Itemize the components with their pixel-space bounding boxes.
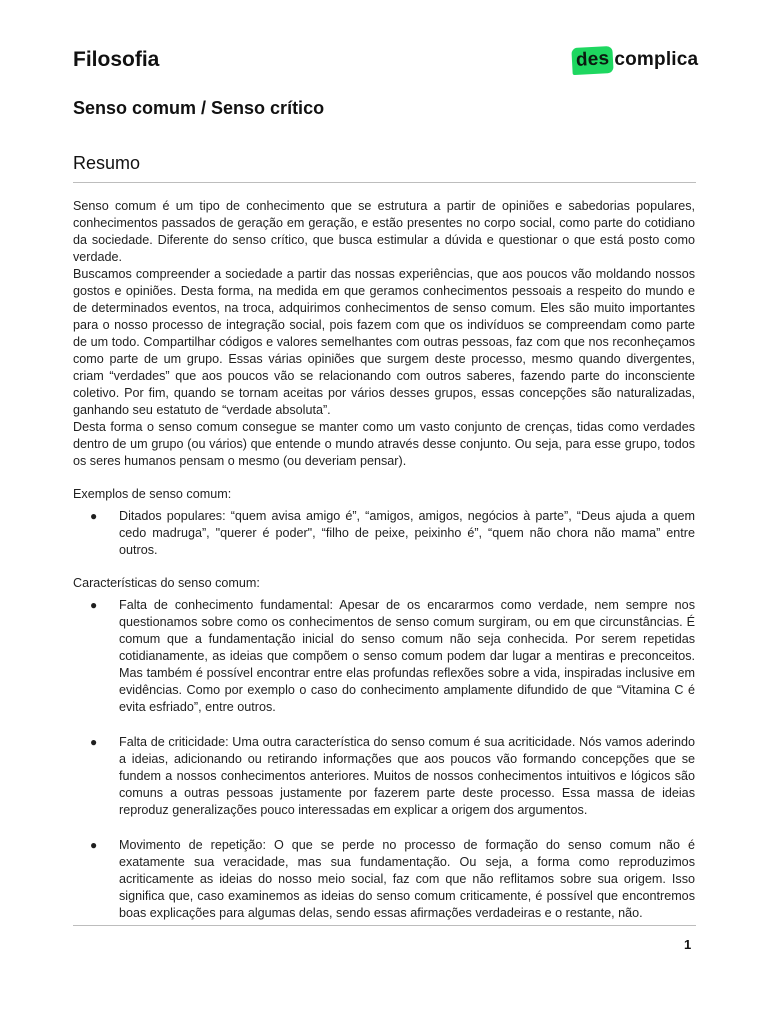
list-item: [73, 597, 695, 716]
logo-text: complica: [614, 49, 699, 70]
paragraph: Buscamos compreender a sociedade a partir das nossas experiências, que aos poucos vão moldando nossos gostos e opiniões. Desta forma, na medida em que geramos conhecimentos pessoais a respeito do mundo e de determinados eventos, na troca, adquirimos conhecimentos de senso comum. Eles são muito importantes para o nosso processo de integração social, pois fazem com que os indivíduos se compreendam como parte de um todo. Compartilhar códigos e valores semelhantes com outras pessoas, faz com que nos reconheçamos como parte de um grupo. Essas várias opiniões que surgem deste processo, mesmo quando divergentes, criam “verdades” que aos poucos vão se relacionando com outros saberes, fazendo parte do inconsciente coletivo. Por fim, quando se tornam aceitas por vários desses grupos, essas concepções são naturalizadas, ganhando seu estatuto de “verdade absoluta”.: [73, 267, 695, 417]
paragraph: Desta forma o senso comum consegue se manter como um vasto conjunto de crenças, tidas como verdades dentro de um grupo (ou vários) que entende o mundo através desse conjunto. Ou seja, para esse grupo, todos os seres humanos pensam o mesmo (ou deveriam pensar).: [73, 420, 695, 468]
document-body: [73, 198, 695, 922]
examples-label: Exemplos de senso comum:: [73, 487, 232, 501]
characteristics-label: Características do senso comum:: [73, 576, 260, 590]
characteristics-list: [73, 597, 695, 922]
list-item-text: Falta de conhecimento fundamental: Apesar de os encararmos como verdade, nem sempre nos questionamos sobre como os conhecimentos de senso comum surgiram, ou em que circunstâncias. É comum que a fundamentação inicial do senso comum não seja conhecida. Por serem repetidas cotidianamente, as ideias que compõem o senso comum podem dar lugar a mentiras e preconceitos. Mas também é possível encontrar entre elas profundas reflexões sobre a vida, inspiradas inclusive em evidências. Como por exemplo o caso do conhecimento amplamente difundido de que “Vitamina C é evita esfriado”, entre outros.: [119, 598, 695, 714]
subject-title: Filosofia: [73, 48, 160, 71]
list-item-text: Movimento de repetição: O que se perde no processo de formação do senso comum não é exatamente sua veracidade, mas sua fundamentação. Ou seja, a forma como reproduzimos acriticamente as ideias do nosso meio social, faz com que não reflitamos sobre sua origem. Isso significa que, caso examinemos as ideias do senso comum criticamente, é possível que encontremos boas explicações para algumas delas, sendo essas afirmações verdadeiras e o restante, não.: [119, 838, 695, 920]
list-item: [73, 837, 695, 922]
bullet-icon: ●: [90, 598, 98, 612]
paragraph: Senso comum é um tipo de conhecimento que se estrutura a partir de opiniões e sabedorias populares, conhecimentos passados de geração em geração, e estão presentes no corpo social, como parte do cotidiano da sociedade. Diferente do senso crítico, que busca estimular a dúvida e questionar o que está posto como verdade.: [73, 199, 695, 264]
list-item: [73, 508, 695, 559]
page-number: 1: [684, 937, 692, 952]
list-item: [73, 734, 695, 819]
topic-title: Senso comum / Senso crítico: [73, 98, 325, 118]
list-item-text: Ditados populares: “quem avisa amigo é”, “amigos, amigos, negócios à parte”, “Deus ajuda a quem cedo madruga”, "querer é poder", “filho de peixe, peixinho é”, “quem não chora não mama” entre outros.: [119, 509, 695, 557]
descomplica-logo: [572, 45, 698, 75]
examples-list: [73, 508, 695, 559]
bullet-icon: ●: [90, 838, 98, 852]
bullet-icon: ●: [90, 509, 98, 523]
section-title: Resumo: [73, 153, 141, 173]
logo-badge: des: [571, 45, 614, 74]
section-divider: [73, 182, 696, 183]
footer-divider: [73, 925, 696, 926]
bullet-icon: ●: [90, 735, 98, 749]
list-item-text: Falta de criticidade: Uma outra característica do senso comum é sua acriticidade. Nós vamos aderindo a ideias, adicionando ou retirando informações que aos poucos vão formando concepções que se fundem a nossos conhecimentos anteriores. Muitos de nossos conhecimentos intuitivos e lógicos são comuns a outras pessoas justamente por fazerem parte deste processo. Essa massa de ideias reproduz generalizações pouco interessadas em explicar a origem dos argumentos.: [119, 735, 695, 817]
